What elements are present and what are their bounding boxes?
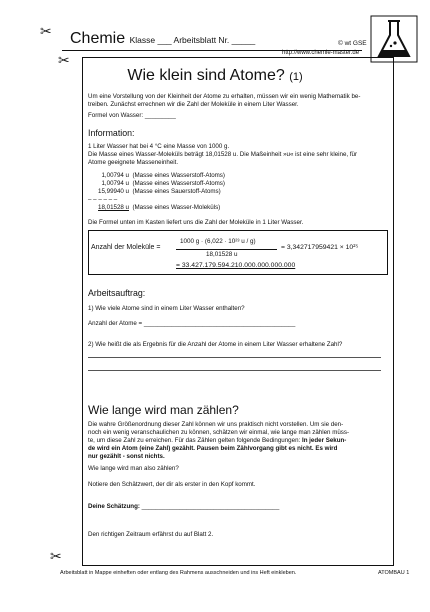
mass-row: 18,01528 u (Masse eines Wasser-Moleküls) — [98, 204, 221, 211]
question-1: 1) Wie viele Atome sind in einem Liter Wasser enthalten? — [88, 305, 245, 312]
information-heading: Information: — [88, 128, 135, 138]
counting-question: Wie lange wird man also zählen? — [88, 465, 179, 472]
estimate-row — [88, 503, 279, 511]
mass-row: 15,99940 u (Masse eines Sauerstoff-Atoms) — [98, 188, 221, 195]
counting-bold: In jeder Sekun- — [301, 437, 347, 444]
tasks-heading: Arbeitsauftrag: — [88, 288, 146, 298]
answer-1-line: Anzahl der Atome = ____________________________________________ — [88, 320, 296, 327]
formula-result-1: = 3,342717959421 × 10²⁵ — [281, 244, 359, 251]
flask-logo-icon — [370, 15, 418, 63]
counting-line-1: Die wahre Größenordnung dieser Zahl können wir uns praktisch nicht vorstellen. Um sie den- — [88, 421, 344, 428]
separator: – – – – – – — [88, 196, 118, 203]
header-rule — [62, 50, 362, 51]
formula-of-water: Formel von Wasser: _________ — [88, 112, 176, 119]
website-url: http://www.chemie-master.de — [282, 50, 360, 56]
page-title — [0, 67, 430, 85]
fraction-bar — [176, 249, 277, 250]
formula-note: Die Formel unten im Kasten liefert uns die Zahl der Moleküle in 1 Liter Wasser. — [88, 219, 304, 226]
title-text: Wie klein sind Atome? — [127, 67, 285, 84]
counting-line-2: noch ein wenig veranschaulichen zu können, schätzen wir einmal, wie lange man zählen müss- — [88, 429, 350, 436]
formula-label: Anzahl der Moleküle = — [91, 244, 161, 251]
answer-line — [88, 370, 381, 371]
estimate-line: ________________________________________ — [141, 503, 280, 510]
info-line-2: Die Masse eines Wasser-Moleküls beträgt 18,01528 u. Die Maßeinheit »u« ist eine sehr kleine, für — [88, 151, 358, 158]
final-note: Den richtigen Zeitraum erfährst du auf Blatt 2. — [88, 531, 214, 538]
formula-numerator: 1000 g · (6,022 · 10²³ u / g) — [180, 238, 256, 245]
footer-note: Arbeitsblatt in Mappe einheften oder entlang des Rahmens ausschneiden und ins Heft einkleben. — [60, 570, 297, 576]
subject: Chemie — [70, 30, 126, 47]
formula-denominator: 18,01528 u — [206, 251, 238, 258]
scissors-icon: ✂ — [50, 548, 62, 564]
info-line-3: Atome geeignete Masseneinheit. — [88, 159, 179, 166]
counting-heading: Wie lange wird man zählen? — [88, 403, 239, 417]
estimate-note: Notiere den Schätzwert, der dir als erster in den Kopf kommt. — [88, 481, 256, 488]
mass-row: 1,00794 u (Masse eines Wasserstoff-Atoms) — [101, 172, 225, 179]
intro-line-1: Um eine Vorstellung von der Kleinheit der Atome zu erhalten, müssen wir ein wenig Mathematik be- — [88, 93, 361, 100]
title-number: (1) — [289, 71, 303, 83]
question-2: 2) Wie heißt die als Ergebnis für die Anzahl der Atome in einem Liter Wasser erhaltene Zahl? — [88, 341, 343, 348]
copyright: © wt GSE — [338, 40, 367, 47]
counting-bold-3: nur gezählt - sonst nichts. — [88, 453, 165, 460]
scissors-icon: ✂ — [40, 23, 52, 39]
counting-bold-2: de wird ein Atom (eine Zahl) gezählt. Pausen beim Zählvorgang gibt es nicht. Es wird — [88, 445, 338, 452]
formula-result-2: = 33.427.179.594.210.000.000.000.000 — [176, 262, 296, 269]
info-line-1: 1 Liter Wasser hat bei 4 °C eine Masse von 1000 g. — [88, 143, 230, 150]
footer-code: ATOMBAU 1 — [378, 570, 410, 576]
estimate-label: Deine Schätzung: — [88, 503, 140, 510]
mass-list — [88, 172, 225, 212]
answer-line — [88, 357, 381, 358]
scissors-icon: ✂ — [58, 52, 70, 68]
counting-text: te, um diese Zahl zu erreichen. Für das Zählen gelten folgende Bedingungen: — [88, 437, 301, 444]
intro-line-2: treiben. Zunächst errechnen wir die Zahl der Moleküle in einem Liter Wasser. — [88, 101, 299, 108]
header-title — [70, 30, 255, 48]
klasse-field: Klasse ___ Arbeitsblatt Nr. _____ — [129, 35, 256, 45]
mass-row: 1,00794 u (Masse eines Wasserstoff-Atoms) — [101, 180, 225, 187]
